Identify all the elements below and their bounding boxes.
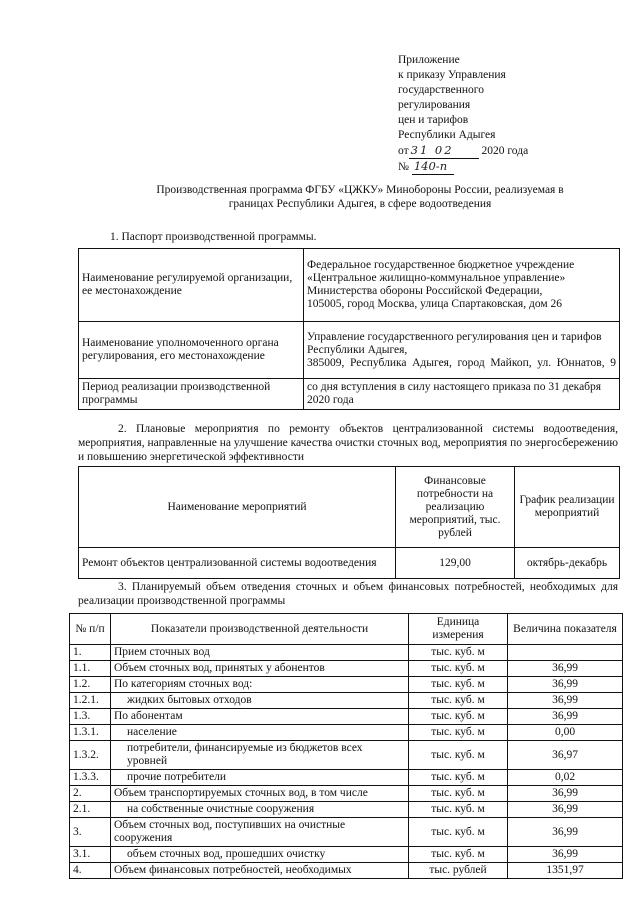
column-header: Финансовые потребности на реализацию мероприятий, тыс. рублей [396, 467, 515, 548]
indicator-value: 36,99 [508, 661, 623, 677]
indicator-unit: тыс. куб. м [409, 770, 508, 786]
appendix-line: регулирования [398, 99, 471, 111]
row-number: 3.1. [70, 847, 111, 863]
indicator-value: 36,99 [508, 786, 623, 802]
indicator-unit: тыс. куб. м [409, 709, 508, 725]
indicator-value [508, 645, 623, 661]
appendix-date [398, 143, 598, 159]
table-row [70, 741, 623, 770]
indicator-value: 36,99 [508, 802, 623, 818]
passport-value-line: 105005, город Москва, улица Спартаковская, дом 26 [307, 298, 563, 310]
table-row [79, 249, 620, 322]
appendix-block [398, 53, 598, 175]
row-number: 2. [70, 786, 111, 802]
indicator-name: Объем финансовых потребностей, необходимых [111, 863, 409, 879]
column-header: Показатели производственной деятельности [111, 614, 409, 645]
table-row [70, 709, 623, 725]
section-3-heading: 3. Планируемый объем отведения сточных и объем финансовых потребностей, необходимых для реализации производственной программы [78, 581, 618, 607]
table-row [70, 661, 623, 677]
indicator-unit: тыс. рублей [409, 863, 508, 879]
appendix-line: к приказу Управления [398, 69, 506, 81]
passport-value [304, 249, 620, 322]
table-row [70, 863, 623, 879]
handwritten-date: 31 02 [409, 143, 479, 159]
date-suffix: 2020 года [481, 145, 529, 157]
row-number: 1.2. [70, 677, 111, 693]
document-title: Производственная программа ФГБУ «ЦЖКУ» Минобороны России, реализуемая в границах Республики Адыгея, в сфере водоотведения [156, 184, 564, 210]
column-header: График реализации мероприятий [515, 467, 620, 548]
indicator-unit: тыс. куб. м [409, 677, 508, 693]
indicator-name: на собственные очистные сооружения [111, 802, 409, 818]
appendix-line: Республики Адыгея [398, 129, 496, 141]
passport-value-line: Федеральное государственное бюджетное учреждение «Центральное жилищно-коммунальное управление» Министерства обороны Российской Федерации, [307, 259, 575, 297]
table-row [70, 818, 623, 847]
column-header: Величина показателя [508, 614, 623, 645]
indicator-value: 1351,97 [508, 863, 623, 879]
table-row [70, 802, 623, 818]
indicator-name: население [111, 725, 409, 741]
table-row [70, 677, 623, 693]
row-number: 1.3.1. [70, 725, 111, 741]
indicator-value: 36,99 [508, 818, 623, 847]
table-header-row [79, 467, 620, 548]
table-row [79, 379, 620, 410]
column-header: Единица измерения [409, 614, 508, 645]
appendix-number [398, 159, 598, 175]
row-number: 1.3.3. [70, 770, 111, 786]
table-row [70, 786, 623, 802]
indicator-value: 36,99 [508, 693, 623, 709]
indicators-table [69, 613, 623, 879]
indicator-unit: тыс. куб. м [409, 786, 508, 802]
table-row [79, 322, 620, 379]
indicator-unit: тыс. куб. м [409, 802, 508, 818]
indicator-name: объем сточных вод, прошедших очистку [111, 847, 409, 863]
indicator-value: 36,97 [508, 741, 623, 770]
indicator-name: Объем транспортируемых сточных вод, в том числе [111, 786, 409, 802]
table-row [79, 548, 620, 579]
measure-name: Ремонт объектов централизованной системы водоотведения [79, 548, 396, 579]
row-number: 1. [70, 645, 111, 661]
measure-schedule: октябрь-декабрь [515, 548, 620, 579]
row-number: 4. [70, 863, 111, 879]
appendix-line: цен и тарифов [398, 114, 469, 126]
indicator-name: Объем сточных вод, поступивших на очистные сооружения [111, 818, 409, 847]
indicator-unit: тыс. куб. м [409, 818, 508, 847]
passport-value [304, 322, 620, 379]
indicator-value: 0,02 [508, 770, 623, 786]
section-2-heading: 2. Плановые мероприятия по ремонту объектов централизованной системы водоотведения, мероприятия, направленные на улучшение качества очистки сточных вод, мероприятия по энергосбережению и повышению энергетической эффективности [78, 423, 618, 463]
passport-value-line: Управление государственного регулирования цен и тарифов Республики Адыгея, [307, 330, 602, 356]
passport-table [78, 248, 620, 410]
row-number: 1.2.1. [70, 693, 111, 709]
table-row [70, 725, 623, 741]
indicator-unit: тыс. куб. м [409, 725, 508, 741]
row-number: 1.1. [70, 661, 111, 677]
table-row [70, 645, 623, 661]
indicator-unit: тыс. куб. м [409, 847, 508, 863]
indicator-name: Объем сточных вод, принятых у абонентов [111, 661, 409, 677]
indicator-name: По категориям сточных вод: [111, 677, 409, 693]
indicator-name: жидких бытовых отходов [111, 693, 409, 709]
indicator-unit: тыс. куб. м [409, 693, 508, 709]
passport-value-line: 385009, Республика Адыгея, город Майкоп, ул. Юннатов, 9 [307, 356, 616, 369]
row-number: 1.3.2. [70, 741, 111, 770]
table-row [70, 847, 623, 863]
indicator-value: 0,00 [508, 725, 623, 741]
handwritten-order-number: 140-п [412, 159, 454, 175]
date-prefix: от [398, 145, 409, 157]
table-header-row [70, 614, 623, 645]
row-number: 3. [70, 818, 111, 847]
indicator-value: 36,99 [508, 709, 623, 725]
table-row [70, 693, 623, 709]
indicator-name: По абонентам [111, 709, 409, 725]
appendix-line: государственного [398, 84, 484, 96]
indicator-value: 36,99 [508, 677, 623, 693]
indicator-name: Прием сточных вод [111, 645, 409, 661]
measures-table [78, 466, 620, 579]
passport-label: Период реализации производственной программы [79, 379, 304, 410]
number-prefix: № [398, 161, 409, 173]
section-1-heading: 1. Паспорт производственной программы. [110, 231, 317, 243]
indicator-name: прочие потребители [111, 770, 409, 786]
passport-label: Наименование уполномоченного органа регулирования, его местонахождение [79, 322, 304, 379]
column-header: № п/п [70, 614, 111, 645]
table-row [70, 770, 623, 786]
indicator-value: 36,99 [508, 847, 623, 863]
indicator-unit: тыс. куб. м [409, 661, 508, 677]
indicator-unit: тыс. куб. м [409, 645, 508, 661]
measure-amount: 129,00 [396, 548, 515, 579]
appendix-line: Приложение [398, 54, 460, 66]
column-header: Наименование мероприятий [79, 467, 396, 548]
passport-label: Наименование регулируемой организации, ее местонахождение [79, 249, 304, 322]
row-number: 2.1. [70, 802, 111, 818]
indicator-unit: тыс. куб. м [409, 741, 508, 770]
indicator-name: потребители, финансируемые из бюджетов всех уровней [111, 741, 409, 770]
passport-value: со дня вступления в силу настоящего приказа по 31 декабря 2020 года [304, 379, 620, 410]
row-number: 1.3. [70, 709, 111, 725]
